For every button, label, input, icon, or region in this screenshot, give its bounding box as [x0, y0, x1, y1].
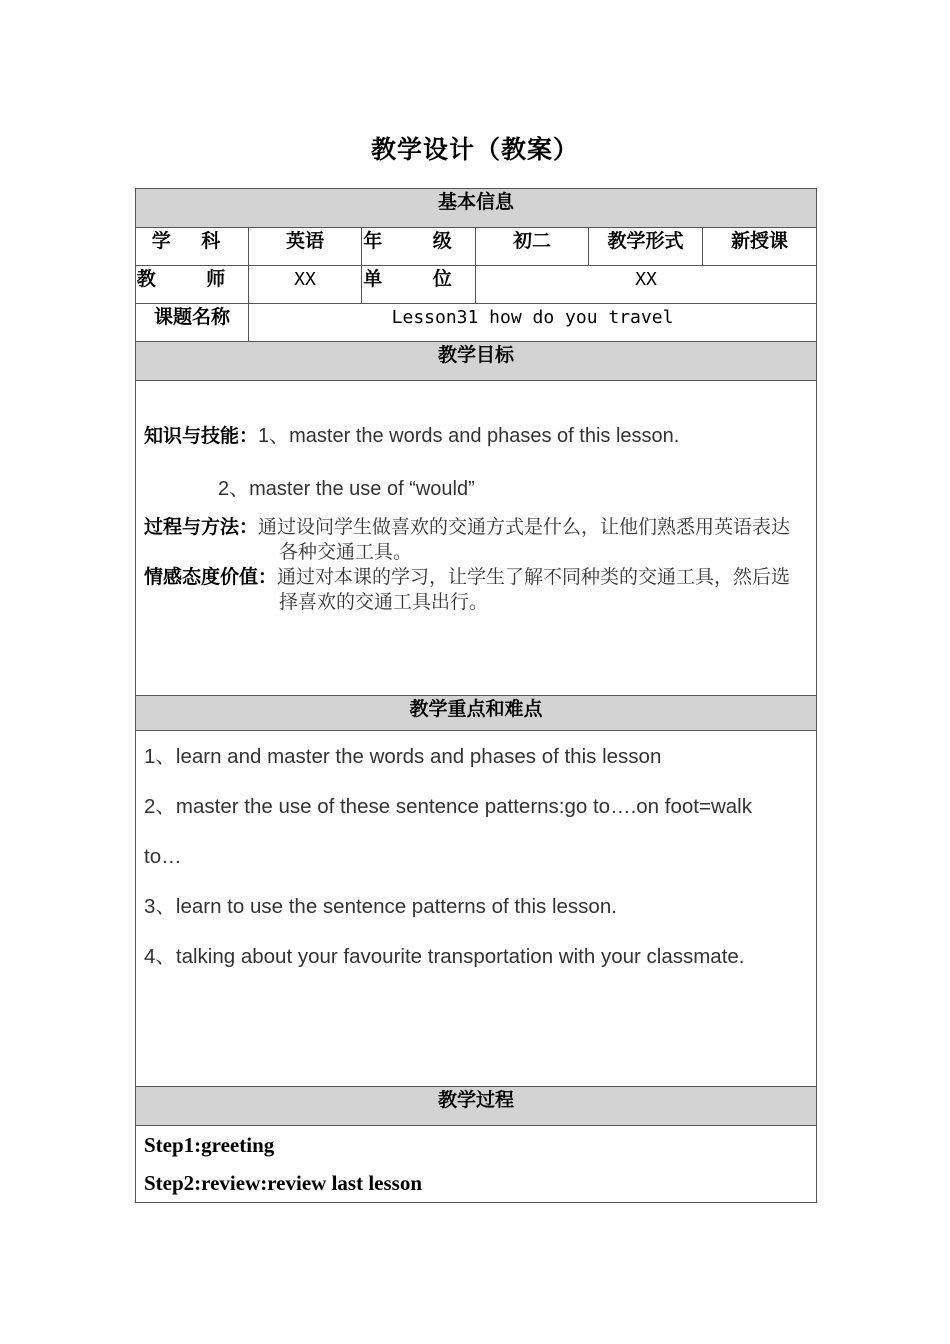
unit-value: XX [476, 266, 817, 304]
knowledge-item-1: 1、master the words and phases of this lesson. [258, 425, 680, 447]
objectives-header: 教学目标 [136, 342, 817, 381]
key-point-item: 4、talking about your favourite transportation with your classmate. [144, 945, 745, 968]
grade-label: 年 级 [362, 228, 476, 266]
process-header: 教学过程 [136, 1087, 817, 1126]
teacher-value: XX [249, 266, 362, 304]
teacher-label: 教 师 [136, 266, 249, 304]
topic-value: Lesson31 how do you travel [249, 304, 817, 342]
emotion-line [144, 565, 808, 615]
emotion-text: 通过对本课的学习，让学生了解不同种类的交通工具，然后选择喜欢的交通工具出行。 [277, 566, 791, 613]
page-title: 教学设计（教案） [370, 135, 579, 164]
basic-info-header: 基本信息 [136, 189, 817, 228]
key-point-item: 3、learn to use the sentence patterns of this lesson. [144, 895, 617, 918]
key-points-header: 教学重点和难点 [136, 696, 817, 731]
unit-label: 单 位 [362, 266, 476, 304]
grade-value: 初二 [476, 228, 589, 266]
key-points-body [136, 731, 817, 1087]
subject-value: 英语 [249, 228, 362, 266]
knowledge-line [144, 419, 808, 448]
objectives-body [136, 381, 817, 696]
knowledge-label: 知识与技能： [144, 425, 259, 447]
key-point-item: 2、master the use of these sentence patterns:go to….on foot=walk [144, 795, 752, 818]
process-method-line [144, 515, 808, 565]
step-item: Step2:review:review last lesson [144, 1171, 423, 1195]
topic-label: 课题名称 [136, 304, 249, 342]
process-method-text: 通过设问学生做喜欢的交通方式是什么，让他们熟悉用英语表达各种交通工具。 [258, 516, 791, 563]
key-point-item: to… [144, 845, 182, 868]
step-item: Step1:greeting [144, 1133, 275, 1157]
teaching-form-value: 新授课 [703, 228, 817, 266]
teaching-form-label: 教学形式 [589, 228, 703, 266]
key-point-item: 1、learn and master the words and phases of this lesson [144, 745, 662, 768]
process-body [136, 1126, 817, 1203]
knowledge-item-2: 2、master the use of “would” [218, 478, 475, 500]
lesson-plan-table [135, 188, 817, 1203]
subject-label: 学 科 [136, 228, 249, 266]
emotion-label: 情感态度价值： [144, 566, 278, 588]
process-method-label: 过程与方法： [144, 516, 259, 538]
